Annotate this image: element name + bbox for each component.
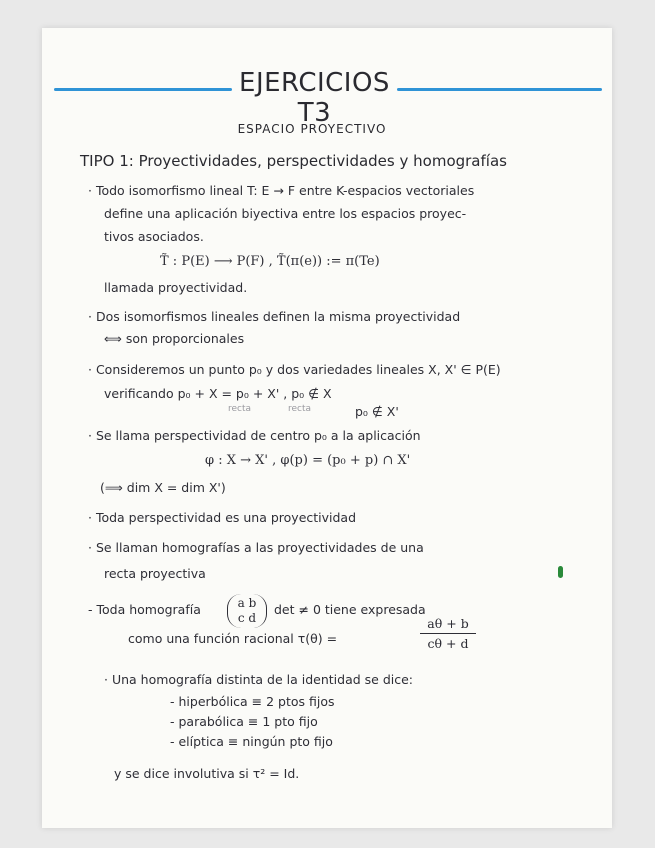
note-line: y se dice involutiva si τ² = Id. [114,766,300,781]
annotation-recta: recta [288,404,312,414]
formula-line: T̃ : P(E) ⟶ P(F) , T̃(π(e)) := π(Te) [160,254,380,269]
note-line: como una función racional τ(θ) = [128,631,338,646]
page-subtitle: ESPACIO PROYECTIVO [237,122,387,136]
formula-line: φ : X → X' , φ(p) = (p₀ + p) ∩ X' [205,453,411,468]
note-line: - parabólica ≡ 1 pto fijo [170,714,318,729]
note-line: verificando p₀ + X = p₀ + X' , p₀ ∉ X [104,386,332,401]
fraction [420,616,476,651]
note-line: tivos asociados. [104,229,204,244]
ink-mark [558,566,563,578]
fraction-numerator: aθ + b [420,616,476,634]
note-line: det ≠ 0 tiene expresada [274,602,426,617]
annotation-recta: recta [228,404,252,414]
note-line: p₀ ∉ X' [355,404,399,419]
note-line: · Se llama perspectividad de centro p₀ a la aplicación [88,428,421,443]
note-line: define una aplicación biyectiva entre los espacios proyec- [104,206,467,221]
note-line: recta proyectiva [104,566,206,581]
note-line: · Consideremos un punto p₀ y dos variedades lineales X, X' ∈ P(E) [88,362,501,377]
note-line: llamada proyectividad. [104,280,248,295]
note-line: · Dos isomorfismos lineales definen la misma proyectividad [88,309,461,324]
fraction-denominator: cθ + d [427,636,469,651]
note-line: (⟹ dim X = dim X') [100,480,226,495]
note-line: - hiperbólica ≡ 2 ptos fijos [170,694,335,709]
matrix-row: c d [237,611,257,625]
note-line: · Toda perspectividad es una proyectividad [88,510,357,525]
notebook-page [42,28,612,828]
note-line: ⟺ son proporcionales [104,331,245,346]
note-line: · Todo isomorfismo lineal T: E → F entre K-espacios vectoriales [88,183,475,198]
page-title: EJERCICIOS T3 [239,68,390,128]
note-line: - Toda homografía [88,602,201,617]
note-line: - elíptica ≡ ningún pto fijo [170,734,333,749]
note-line: · Se llaman homografías a las proyectividades de una [88,540,424,555]
matrix-row: a b [237,596,257,610]
note-line: · Una homografía distinta de la identidad se dice: [104,672,413,687]
notes-body [42,28,612,828]
section-heading: TIPO 1: Proyectividades, perspectividades y homografías [80,152,507,170]
matrix [227,594,267,628]
